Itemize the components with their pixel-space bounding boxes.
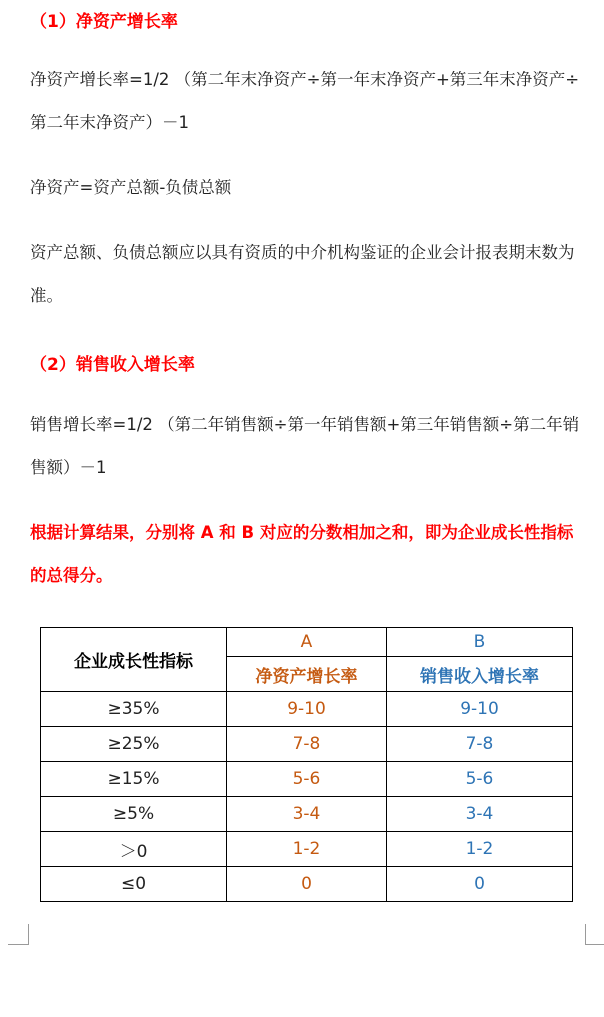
threshold-cell: ＞0 (41, 832, 227, 867)
score-b-cell: 1-2 (387, 832, 573, 867)
row-header-cell: 企业成长性指标 (41, 628, 227, 692)
threshold-cell: ≤0 (41, 867, 227, 902)
score-b-cell: 9-10 (387, 692, 573, 727)
sales-growth-formula: 销售增长率=1/2 （第二年销售额÷第一年销售额+第三年销售额÷第二年销售额）－1 (30, 415, 580, 477)
table-row (41, 797, 573, 832)
score-a-cell: 7-8 (227, 727, 387, 762)
col-b-name: 销售收入增长率 (387, 657, 573, 692)
growth-score-table (40, 627, 573, 902)
table-row (41, 867, 573, 902)
col-a-name: 净资产增长率 (227, 657, 387, 692)
score-b-cell: 7-8 (387, 727, 573, 762)
table-body (41, 692, 573, 902)
threshold-cell: ≥35% (41, 692, 227, 727)
score-a-cell: 5-6 (227, 762, 387, 797)
table-row (41, 762, 573, 797)
table-header-row-letters (41, 628, 573, 657)
table-row (41, 832, 573, 867)
score-b-cell: 3-4 (387, 797, 573, 832)
net-asset-definition: 净资产=资产总额-负债总额 (30, 178, 232, 197)
page-corner-mark-right (585, 924, 604, 945)
score-a-cell: 1-2 (227, 832, 387, 867)
score-b-cell: 5-6 (387, 762, 573, 797)
page-corner-mark-left (8, 924, 29, 945)
table-row (41, 727, 573, 762)
table-row (41, 692, 573, 727)
net-asset-note: 资产总额、负债总额应以具有资质的中介机构鉴证的企业会计报表期末数为准。 (30, 243, 575, 305)
score-b-cell: 0 (387, 867, 573, 902)
threshold-cell: ≥25% (41, 727, 227, 762)
threshold-cell: ≥5% (41, 797, 227, 832)
score-a-cell: 0 (227, 867, 387, 902)
col-b-letter: B (387, 628, 573, 657)
score-a-cell: 3-4 (227, 797, 387, 832)
threshold-cell: ≥15% (41, 762, 227, 797)
section2-heading: （2）销售收入增长率 (30, 355, 195, 375)
score-a-cell: 9-10 (227, 692, 387, 727)
net-asset-growth-formula: 净资产增长率=1/2 （第二年末净资产÷第一年末净资产+第三年末净资产÷第二年末净资产）－1 (30, 70, 580, 132)
conclusion-text: 根据计算结果，分别将 A 和 B 对应的分数相加之和，即为企业成长性指标的总得分。 (30, 523, 574, 585)
col-a-letter: A (227, 628, 387, 657)
section1-heading: （1）净资产增长率 (30, 12, 178, 32)
